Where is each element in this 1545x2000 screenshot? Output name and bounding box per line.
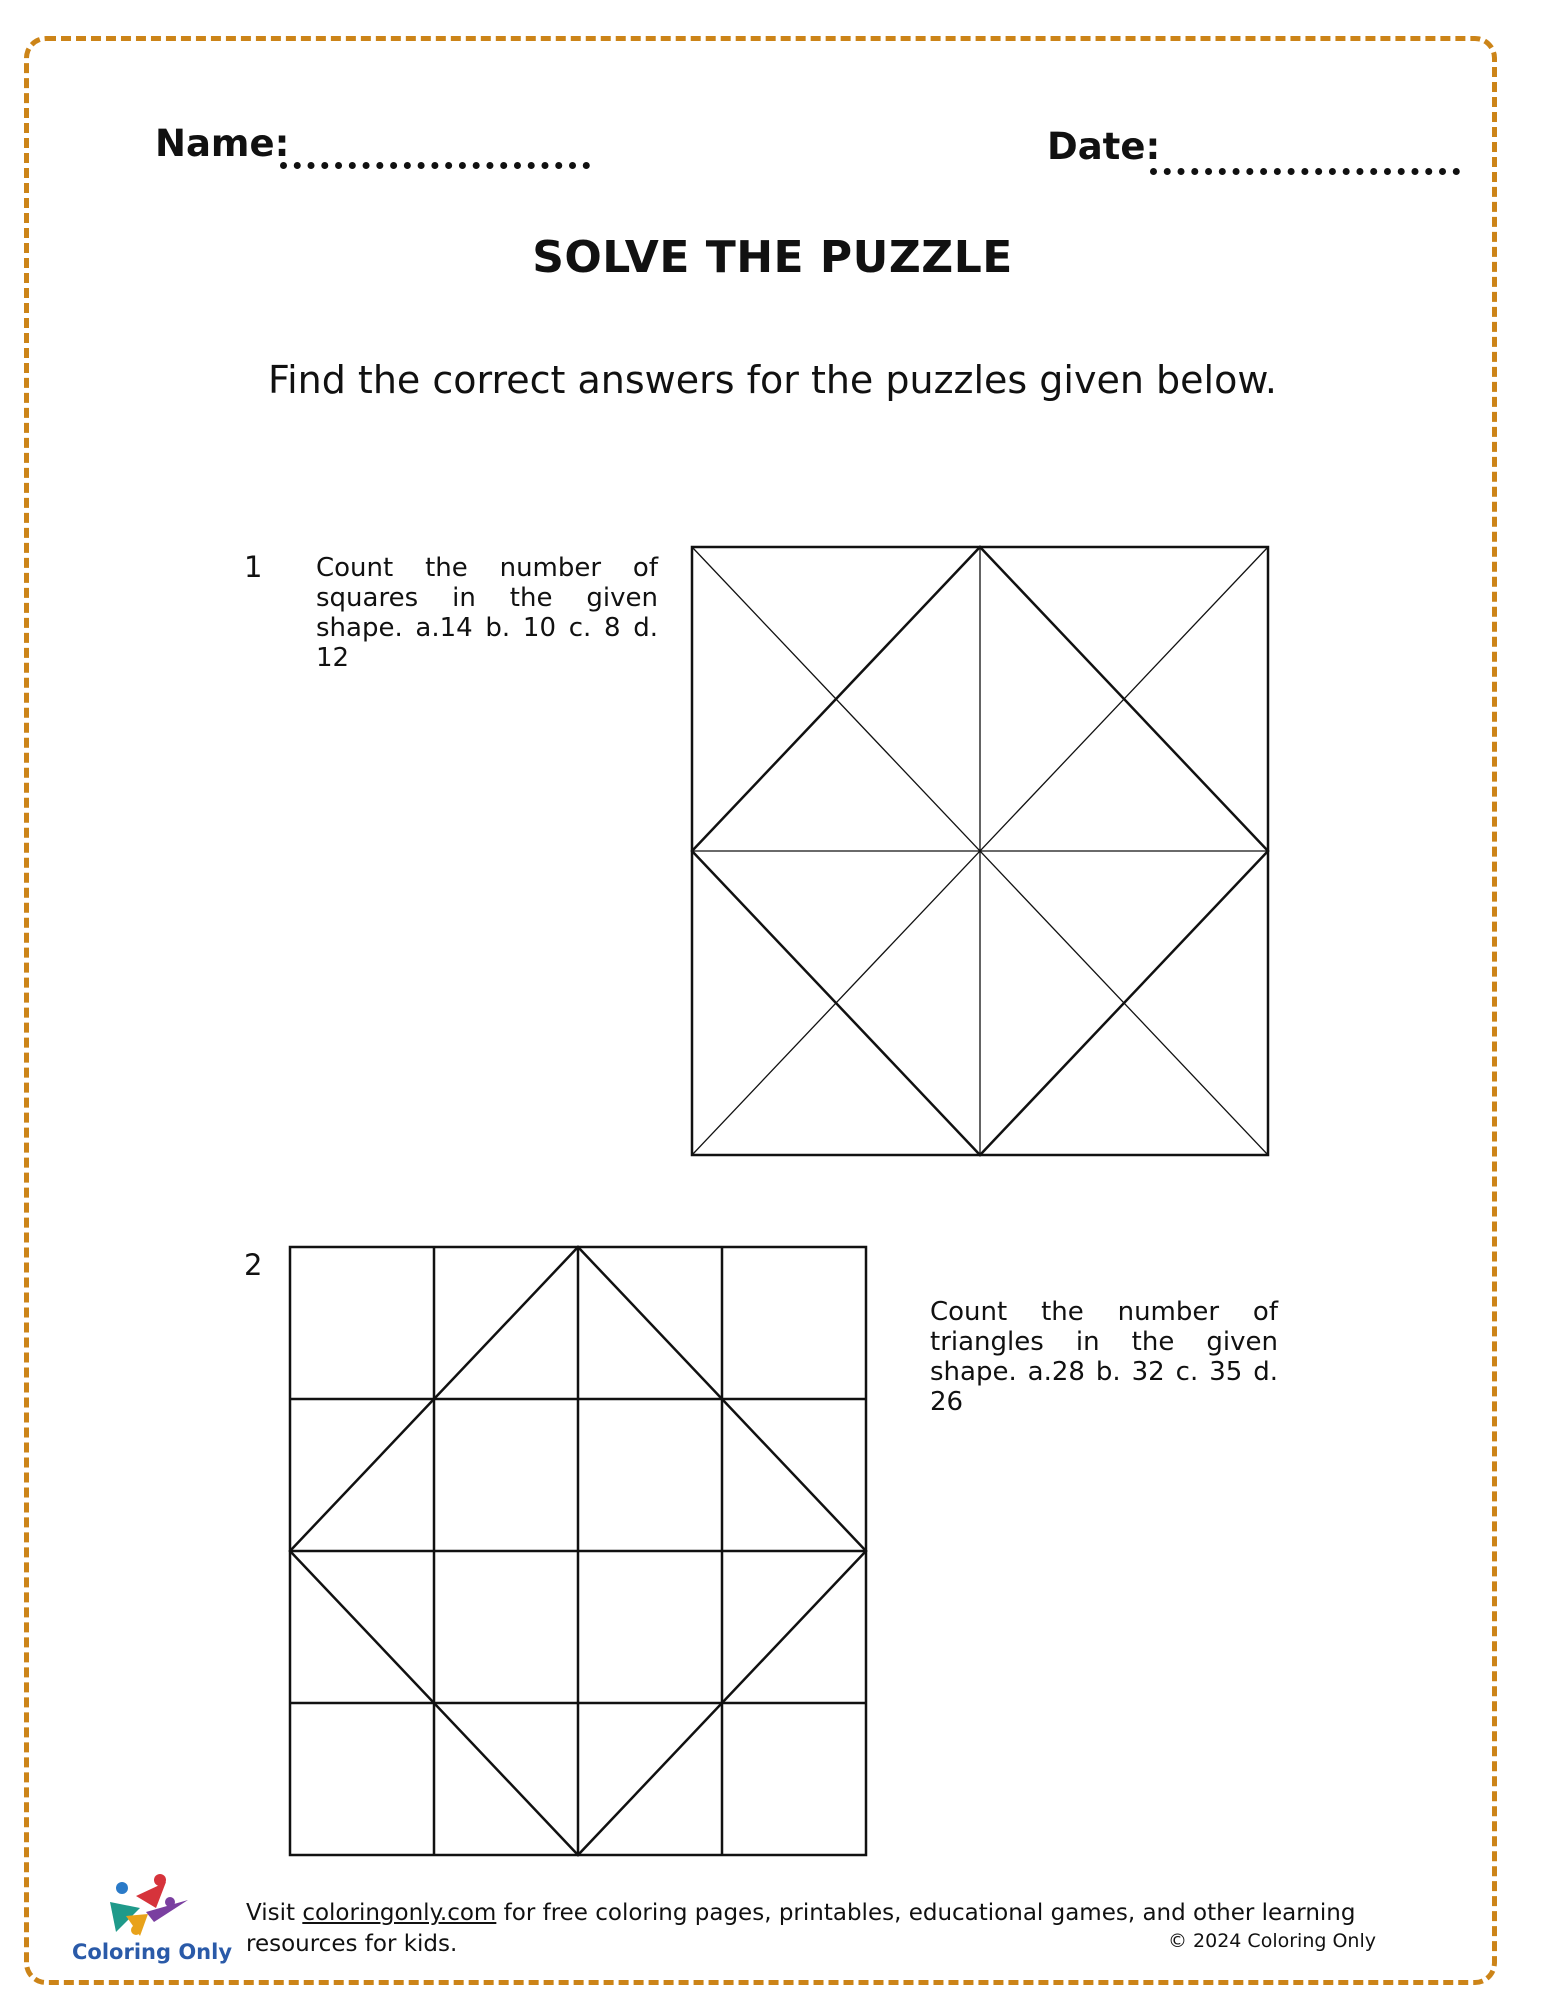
footer-link[interactable]: coloringonly.com <box>302 1900 497 1926</box>
name-blank <box>280 162 590 169</box>
question-2-number: 2 <box>244 1248 263 1282</box>
name-label: Name: <box>155 122 290 165</box>
triangle-puzzle-figure <box>290 1247 866 1855</box>
question-2-text: Count the number of triangles in the given shape. a.28 b. 32 c. 35 d. 26 <box>930 1297 1278 1417</box>
logo-text: Coloring Only <box>72 1940 233 1964</box>
date-blank <box>1150 168 1460 175</box>
footer-prefix: Visit <box>246 1900 303 1926</box>
instructions: Find the correct answers for the puzzles given below. <box>267 358 1277 402</box>
coloring-only-logo-icon <box>96 1872 196 1942</box>
date-label: Date: <box>1047 125 1161 168</box>
copyright: © 2024 Coloring Only <box>1168 1930 1376 1952</box>
footer-suffix: for free coloring pages, printables, educational games, and other learning resources for kids. <box>246 1900 1356 1957</box>
question-1-number: 1 <box>244 550 263 584</box>
square-puzzle-figure <box>692 547 1268 1155</box>
question-1-text: Count the number of squares in the given shape. a.14 b. 10 c. 8 d. 12 <box>316 553 658 673</box>
page-title: SOLVE THE PUZZLE <box>532 232 1013 283</box>
